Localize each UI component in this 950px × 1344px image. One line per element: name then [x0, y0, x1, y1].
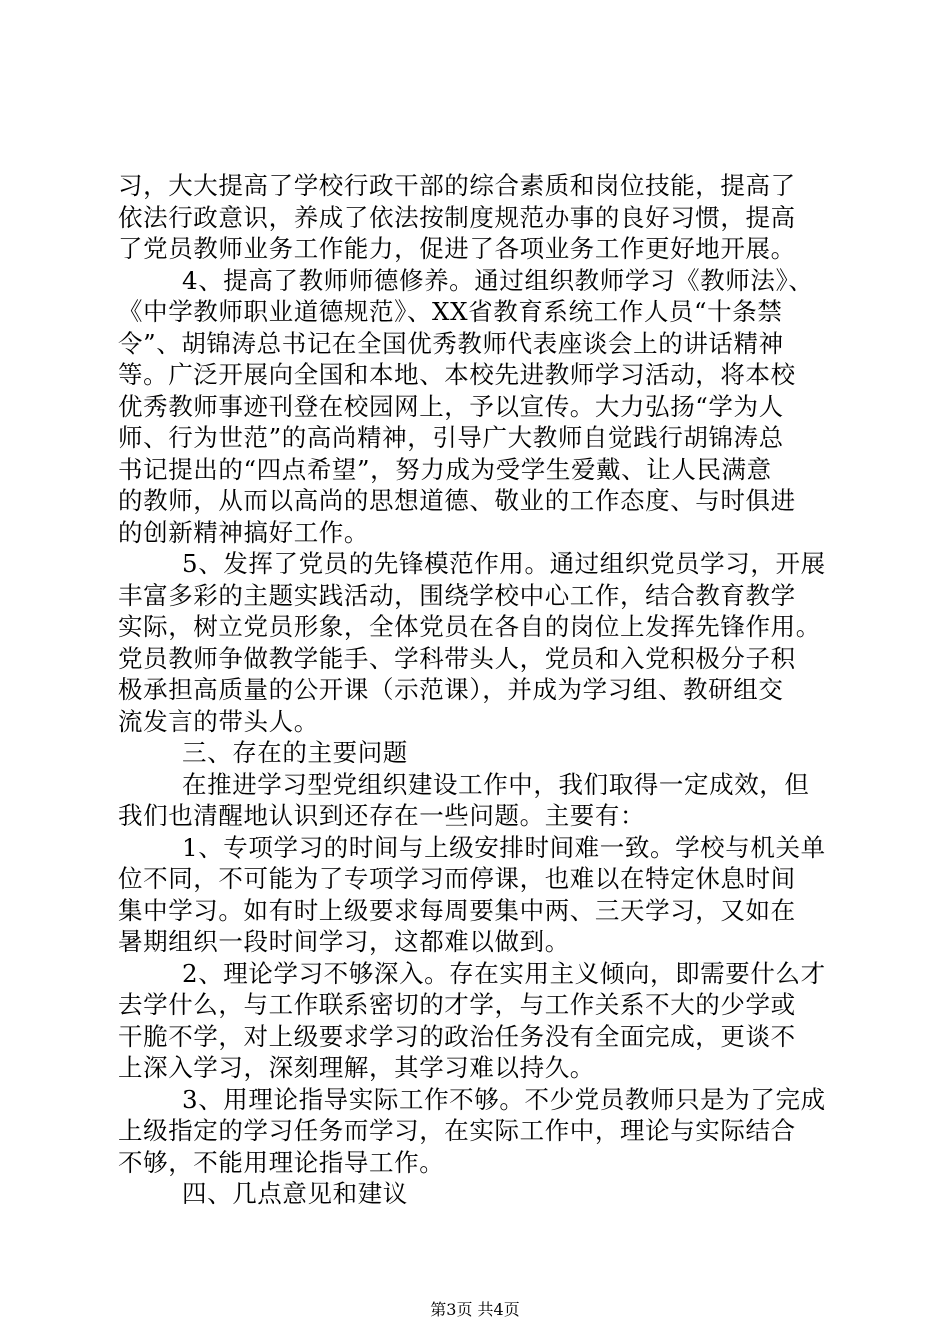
- paragraph-item-5: [118, 548, 838, 737]
- text-line: 在推进学习型党组织建设工作中，我们取得一定成效，但: [182, 769, 810, 799]
- text-line: 暑期组织一段时间学习，这都难以做到。: [118, 927, 570, 956]
- text-line: 2、理论学习不够深入。存在实用主义倾向，即需要什么才: [182, 958, 826, 988]
- paragraph-problem-3: [118, 1084, 838, 1179]
- text-line: 党员教师争做教学能手、学科带头人，党员和入党积极分子积: [118, 643, 796, 673]
- text-line: 3、用理论指导实际工作不够。不少党员教师只是为了完成: [182, 1084, 826, 1114]
- text-line: 习，大大提高了学校行政干部的综合素质和岗位技能，提高了: [118, 171, 796, 200]
- text-line: 集中学习。如有时上级要求每周要集中两、三天学习，又如在: [118, 895, 796, 925]
- paragraph-continuation: [118, 170, 838, 265]
- text-line: 5、发挥了党员的先锋模范作用。通过组织党员学习，开展: [182, 549, 826, 578]
- text-line: 的教师，从而以高尚的思想道德、敬业的工作态度、与时俱进: [118, 486, 796, 515]
- text-line: 4、提高了教师师德修养。通过组织教师学习《教师法》、: [182, 265, 814, 295]
- text-line: 流发言的带头人。: [118, 706, 319, 736]
- text-line: 实际，树立党员形象，全体党员在各自的岗位上发挥先锋作用。: [118, 612, 821, 641]
- text-line: 不够，不能用理论指导工作。: [118, 1147, 445, 1177]
- paragraph-item-4: [118, 265, 838, 549]
- section-heading-text: 四、几点意见和建议: [182, 1179, 408, 1208]
- paragraph-problem-1: [118, 832, 838, 958]
- section-heading-3: [118, 737, 838, 769]
- page-number-footer: 第3页 共4页: [430, 1300, 520, 1319]
- text-line: 去学什么，与工作联系密切的才学，与工作关系不大的少学或: [118, 990, 796, 1019]
- text-line: 极承担高质量的公开课（示范课），并成为学习组、教研组交: [118, 675, 784, 704]
- text-line: 依法行政意识，养成了依法按制度规范办事的良好习惯，提高: [118, 202, 796, 232]
- text-line: 令”、胡锦涛总书记在全国优秀教师代表座谈会上的讲话精神: [118, 328, 784, 358]
- text-line: 丰富多彩的主题实践活动，围绕学校中心工作，结合教育教学: [118, 580, 796, 610]
- text-line: 上深入学习，深刻理解，其学习难以持久。: [118, 1053, 595, 1082]
- text-line: 位不同，不可能为了专项学习而停课，也难以在特定休息时间: [118, 864, 796, 893]
- text-line: 的创新精神搞好工作。: [118, 517, 369, 547]
- text-line: 1、专项学习的时间与上级安排时间难一致。学校与机关单: [182, 832, 826, 862]
- text-line: 干脆不学，对上级要求学习的政治任务没有全面完成，更谈不: [118, 1021, 796, 1051]
- paragraph-problem-2: [118, 958, 838, 1084]
- text-line: 等。广泛开展向全国和本地、本校先进教师学习活动，将本校: [118, 360, 796, 389]
- text-line: 书记提出的“四点希望”，努力成为受学生爱戴、让人民满意: [118, 454, 772, 484]
- text-line: 我们也清醒地认识到还存在一些问题。主要有：: [118, 801, 646, 830]
- paragraph-intro: [118, 769, 838, 832]
- document-body: [118, 170, 838, 1210]
- text-line: 《中学教师职业道德规范》、XX省教育系统工作人员“十条禁: [118, 297, 783, 326]
- text-line: 上级指定的学习任务而学习，在实际工作中，理论与实际结合: [118, 1116, 796, 1145]
- text-line: 了党员教师业务工作能力，促进了各项业务工作更好地开展。: [118, 234, 796, 263]
- section-heading-4: [118, 1178, 838, 1210]
- text-line: 优秀教师事迹刊登在校园网上，予以宣传。大力弘扬“学为人: [118, 391, 784, 421]
- text-line: 师、行为世范”的高尚精神，引导广大教师自觉践行胡锦涛总: [118, 423, 784, 452]
- section-heading-text: 三、存在的主要问题: [182, 738, 408, 767]
